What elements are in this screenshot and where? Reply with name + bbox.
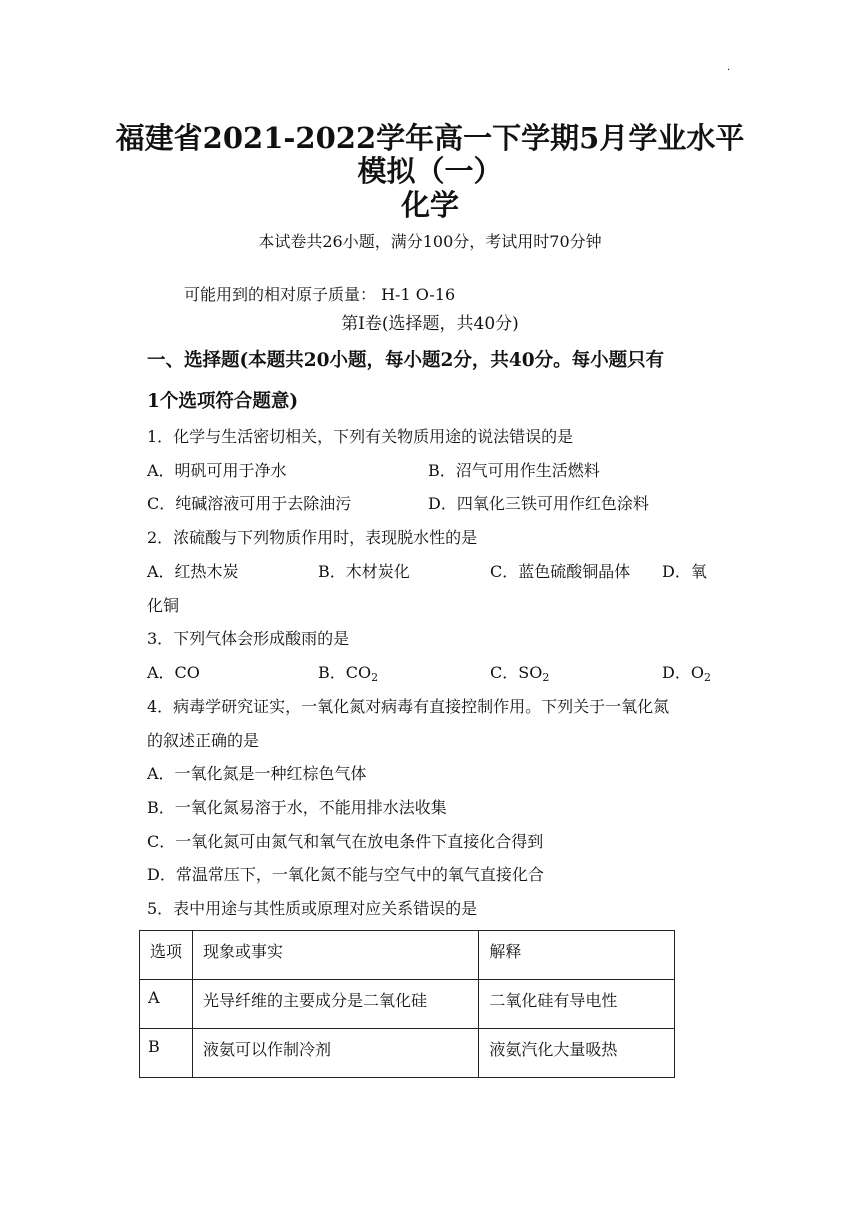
volume-heading: 第Ⅰ卷(选择题，共40分): [341, 314, 519, 334]
table-row: [140, 1029, 675, 1078]
question-1-option-b: B．沼气可用作生活燃料: [428, 461, 600, 480]
exam-title-line2: 模拟（一）: [357, 154, 503, 188]
table-header-cell: 现象或事实: [192, 931, 478, 980]
question-2-option-d-wrap: 化铜: [147, 596, 180, 615]
question-2-option-b: B．木材炭化: [318, 562, 410, 581]
table-header-row: [140, 931, 675, 980]
question-4-option-d: D．常温常压下，一氧化氮不能与空气中的氧气直接化合: [147, 865, 544, 884]
question-1-option-d: D．四氧化三铁可用作红色涂料: [428, 494, 649, 513]
subscript: 2: [371, 671, 379, 684]
question-2-option-a: A．红热木炭: [147, 562, 239, 581]
question-3-option-b: B．$CO_2$: [318, 663, 379, 684]
question-2-stem: 2．浓硫酸与下列物质作用时，表现脱水性的是: [147, 528, 478, 547]
question-3-stem: 3．下列气体会形成酸雨的是: [147, 629, 350, 648]
section-heading-line1: 一、选择题(本题共20小题，每小题2分，共40分。每小题只有: [147, 350, 665, 371]
table-cell: B: [140, 1029, 193, 1078]
atomic-mass-note: 可能用到的相对原子质量： H-1 O-16: [184, 285, 456, 304]
exam-info: 本试卷共26小题，满分100分，考试用时70分钟: [258, 232, 602, 251]
question-4-option-b: B．一氧化氮易溶于水，不能用排水法收集: [147, 798, 447, 817]
subject-title: 化学: [400, 188, 459, 222]
table-cell: A: [140, 980, 193, 1029]
question-1-option-a: A．明矾可用于净水: [147, 461, 287, 480]
question-4-option-a: A．一氧化氮是一种红棕色气体: [147, 764, 367, 783]
table-cell: 光导纤维的主要成分是二氧化硅: [192, 980, 478, 1029]
table-row: [140, 980, 675, 1029]
question-5-table: [139, 930, 675, 1078]
question-3-option-a: A．CO: [147, 663, 200, 682]
table-header-cell: 解释: [479, 931, 675, 980]
table-header-cell: 选项: [140, 931, 193, 980]
question-2-option-c: C．蓝色硫酸铜晶体: [490, 562, 631, 581]
question-5-stem: 5．表中用途与其性质或原理对应关系错误的是: [147, 899, 478, 918]
question-3-option-d: D．$O_2$: [662, 663, 711, 684]
corner-dot: ·: [727, 65, 731, 76]
question-2-option-d: D．氧: [662, 562, 707, 581]
question-4-stem-line1: 4．病毒学研究证实，一氧化氮对病毒有直接控制作用。下列关于一氧化氮: [147, 697, 670, 716]
table-cell: 液氨可以作制冷剂: [192, 1029, 478, 1078]
question-3-option-c: C．$SO_2$: [490, 663, 550, 684]
table-cell: 二氧化硅有导电性: [479, 980, 675, 1029]
question-4-stem-line2: 的叙述正确的是: [147, 731, 260, 750]
question-4-option-c: C．一氧化氮可由氮气和氧气在放电条件下直接化合得到: [147, 832, 544, 851]
subscript: 2: [542, 671, 550, 684]
exam-title-line1: 福建省2021-2022学年高一下学期5月学业水平: [115, 121, 745, 155]
subscript: 2: [703, 671, 711, 684]
question-1-stem: 1．化学与生活密切相关，下列有关物质用途的说法错误的是: [147, 427, 574, 446]
section-heading-line2: 1个选项符合题意): [147, 391, 299, 412]
question-1-option-c: C．纯碱溶液可用于去除油污: [147, 494, 352, 513]
table-cell: 液氨汽化大量吸热: [479, 1029, 675, 1078]
